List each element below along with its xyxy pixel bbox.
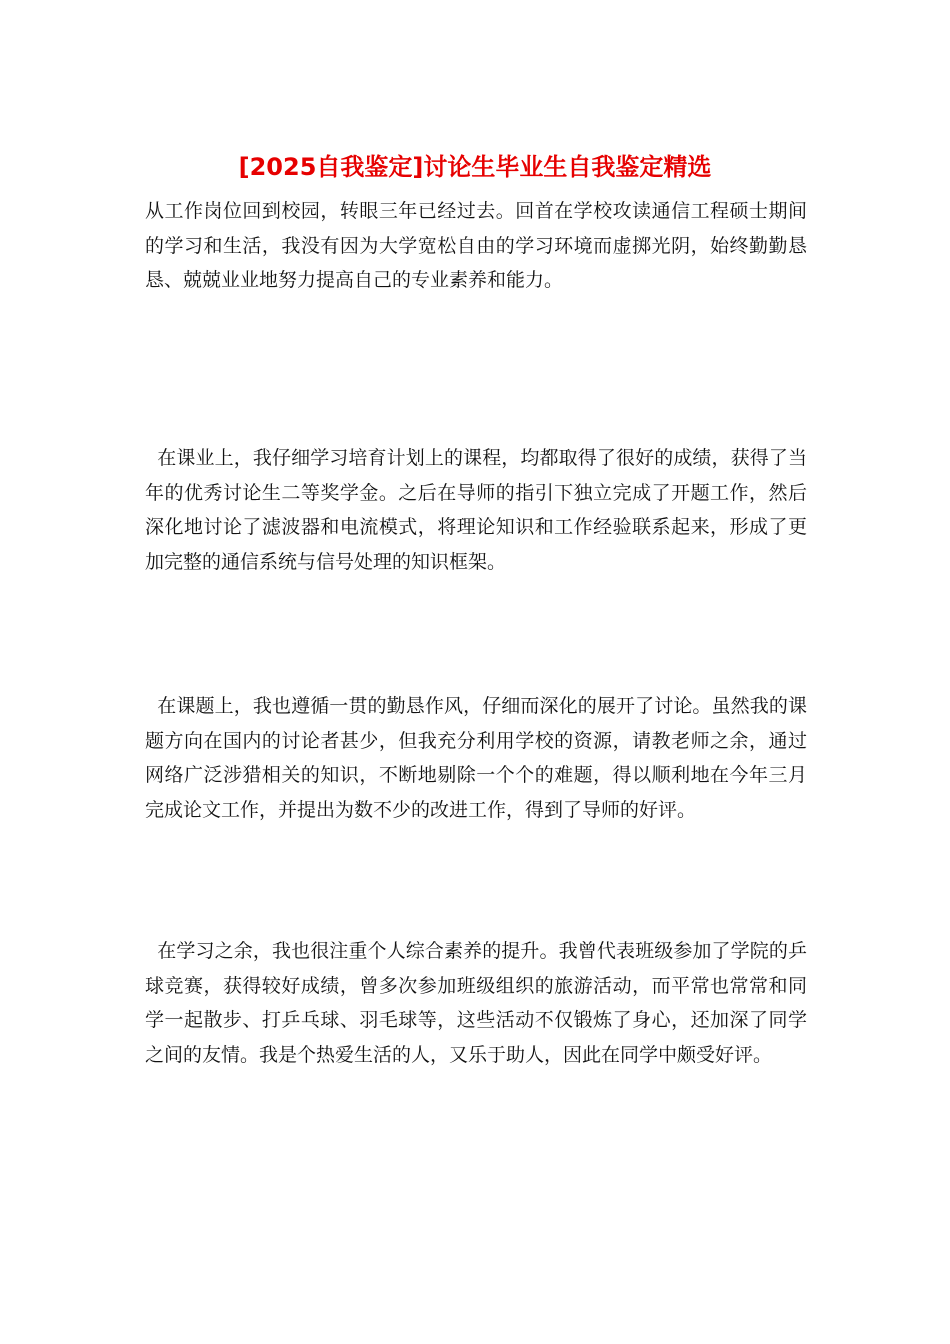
paragraph-research: 在课题上，我也遵循一贯的勤恳作风，仔细而深化的展开了讨论。虽然我的课题方向在国内的讨论者甚少，但我充分利用学校的资源，请教老师之余，通过网络广泛涉猎相关的知识，不断地剔除一个个的难题，得以顺利地在今年三月完成论文工作，并提出为数不少的改进工作，得到了导师的好评。 — [145, 695, 807, 821]
paragraph-activities: 在学习之余，我也很注重个人综合素养的提升。我曾代表班级参加了学院的乒球竞赛，获得较好成绩，曾多次参加班级组织的旅游活动，而平常也常常和同学一起散步、打乒乓球、羽毛球等，这些活动不仅锻炼了身心，还加深了同学之间的友情。我是个热爱生活的人，又乐于助人，因此在同学中颇受好评。 — [145, 940, 807, 1066]
paragraph-coursework: 在课业上，我仔细学习培育计划上的课程，均都取得了很好的成绩，获得了当年的优秀讨论生二等奖学金。之后在导师的指引下独立完成了开题工作，然后深化地讨论了滤波器和电流模式，将理论知识和工作经验联系起来，形成了更加完整的通信系统与信号处理的知识框架。 — [145, 447, 807, 573]
document-title: [2025自我鉴定]讨论生毕业生自我鉴定精选 — [238, 153, 712, 181]
paragraph-intro: 从工作岗位回到校园，转眼三年已经过去。回首在学校攻读通信工程硕士期间的学习和生活，我没有因为大学宽松自由的学习环境而虚掷光阴，始终勤勤恳恳、兢兢业业地努力提高自己的专业素养和能力。 — [145, 200, 807, 291]
